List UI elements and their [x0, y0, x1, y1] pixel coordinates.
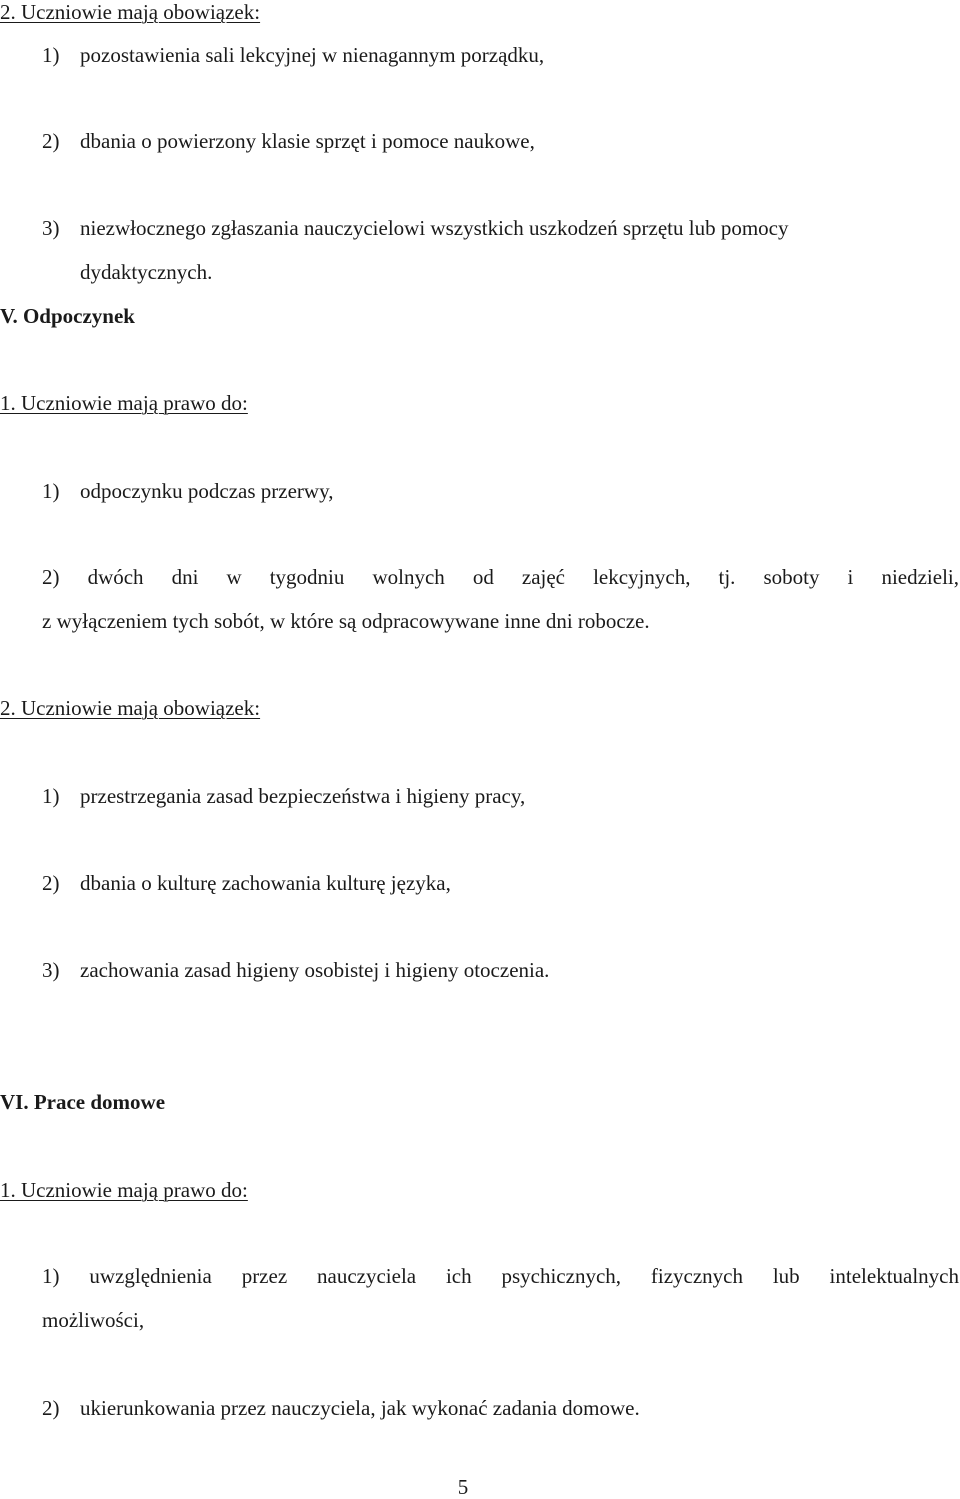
list-item [42, 218, 789, 239]
list-item-number: 3) [42, 216, 60, 240]
section-heading: 2. Uczniowie mają obowiązek: [0, 0, 261, 24]
list-item-text: pozostawienia sali lekcyjnej w nienagannym porządku, [80, 43, 545, 67]
list-item [42, 786, 525, 807]
list-item-number: 1) [42, 43, 60, 67]
list-item-number: 2) [42, 871, 60, 895]
list-item-number: 1) [42, 479, 60, 503]
list-item-text: przestrzegania zasad bezpieczeństwa i higieny pracy, [80, 784, 526, 808]
list-item-number: 1) [42, 1264, 60, 1288]
list-item [42, 1398, 640, 1419]
list-item-number: 1) [42, 784, 60, 808]
list-item-continuation: z wyłączeniem tych sobót, w które są odpracowywane inne dni robocze. [42, 609, 650, 633]
section-heading: 2. Uczniowie mają obowiązek: [0, 696, 261, 720]
list-item-number: 2) [42, 1396, 60, 1420]
list-item-continuation: możliwości, [42, 1308, 145, 1332]
list-item-text: dbania o kulturę zachowania kulturę języka, [80, 871, 451, 895]
list-item-text: odpoczynku podczas przerwy, [80, 479, 334, 503]
chapter-title: VI. Prace domowe [0, 1090, 166, 1114]
page-number: 5 [457, 1475, 469, 1499]
list-item-text: dwóch dni w tygodniu wolnych od zajęć lekcyjnych, tj. soboty i niedzieli, [87, 565, 959, 589]
list-item-text: dbania o powierzony klasie sprzęt i pomoce naukowe, [80, 129, 535, 153]
list-item-number: 2) [42, 565, 60, 589]
section-heading: 1. Uczniowie mają prawo do: [0, 1178, 248, 1202]
list-item [42, 1266, 959, 1287]
section-heading: 1. Uczniowie mają prawo do: [0, 391, 248, 415]
list-item [42, 960, 549, 981]
list-item-continuation: dydaktycznych. [80, 260, 213, 284]
list-item [42, 567, 959, 588]
chapter-title: V. Odpoczynek [0, 304, 135, 328]
list-item [42, 481, 333, 502]
list-item [42, 45, 544, 66]
list-item-text: zachowania zasad higieny osobistej i higieny otoczenia. [80, 958, 550, 982]
list-item-text: uwzględnienia przez nauczyciela ich psychicznych, fizycznych lub intelektualnych [89, 1264, 960, 1288]
list-item-text: niezwłocznego zgłaszania nauczycielowi wszystkich uszkodzeń sprzętu lub pomocy [80, 216, 789, 240]
list-item-number: 3) [42, 958, 60, 982]
list-item [42, 131, 535, 152]
list-item [42, 873, 451, 894]
list-item-text: ukierunkowania przez nauczyciela, jak wykonać zadania domowe. [80, 1396, 640, 1420]
list-item-number: 2) [42, 129, 60, 153]
